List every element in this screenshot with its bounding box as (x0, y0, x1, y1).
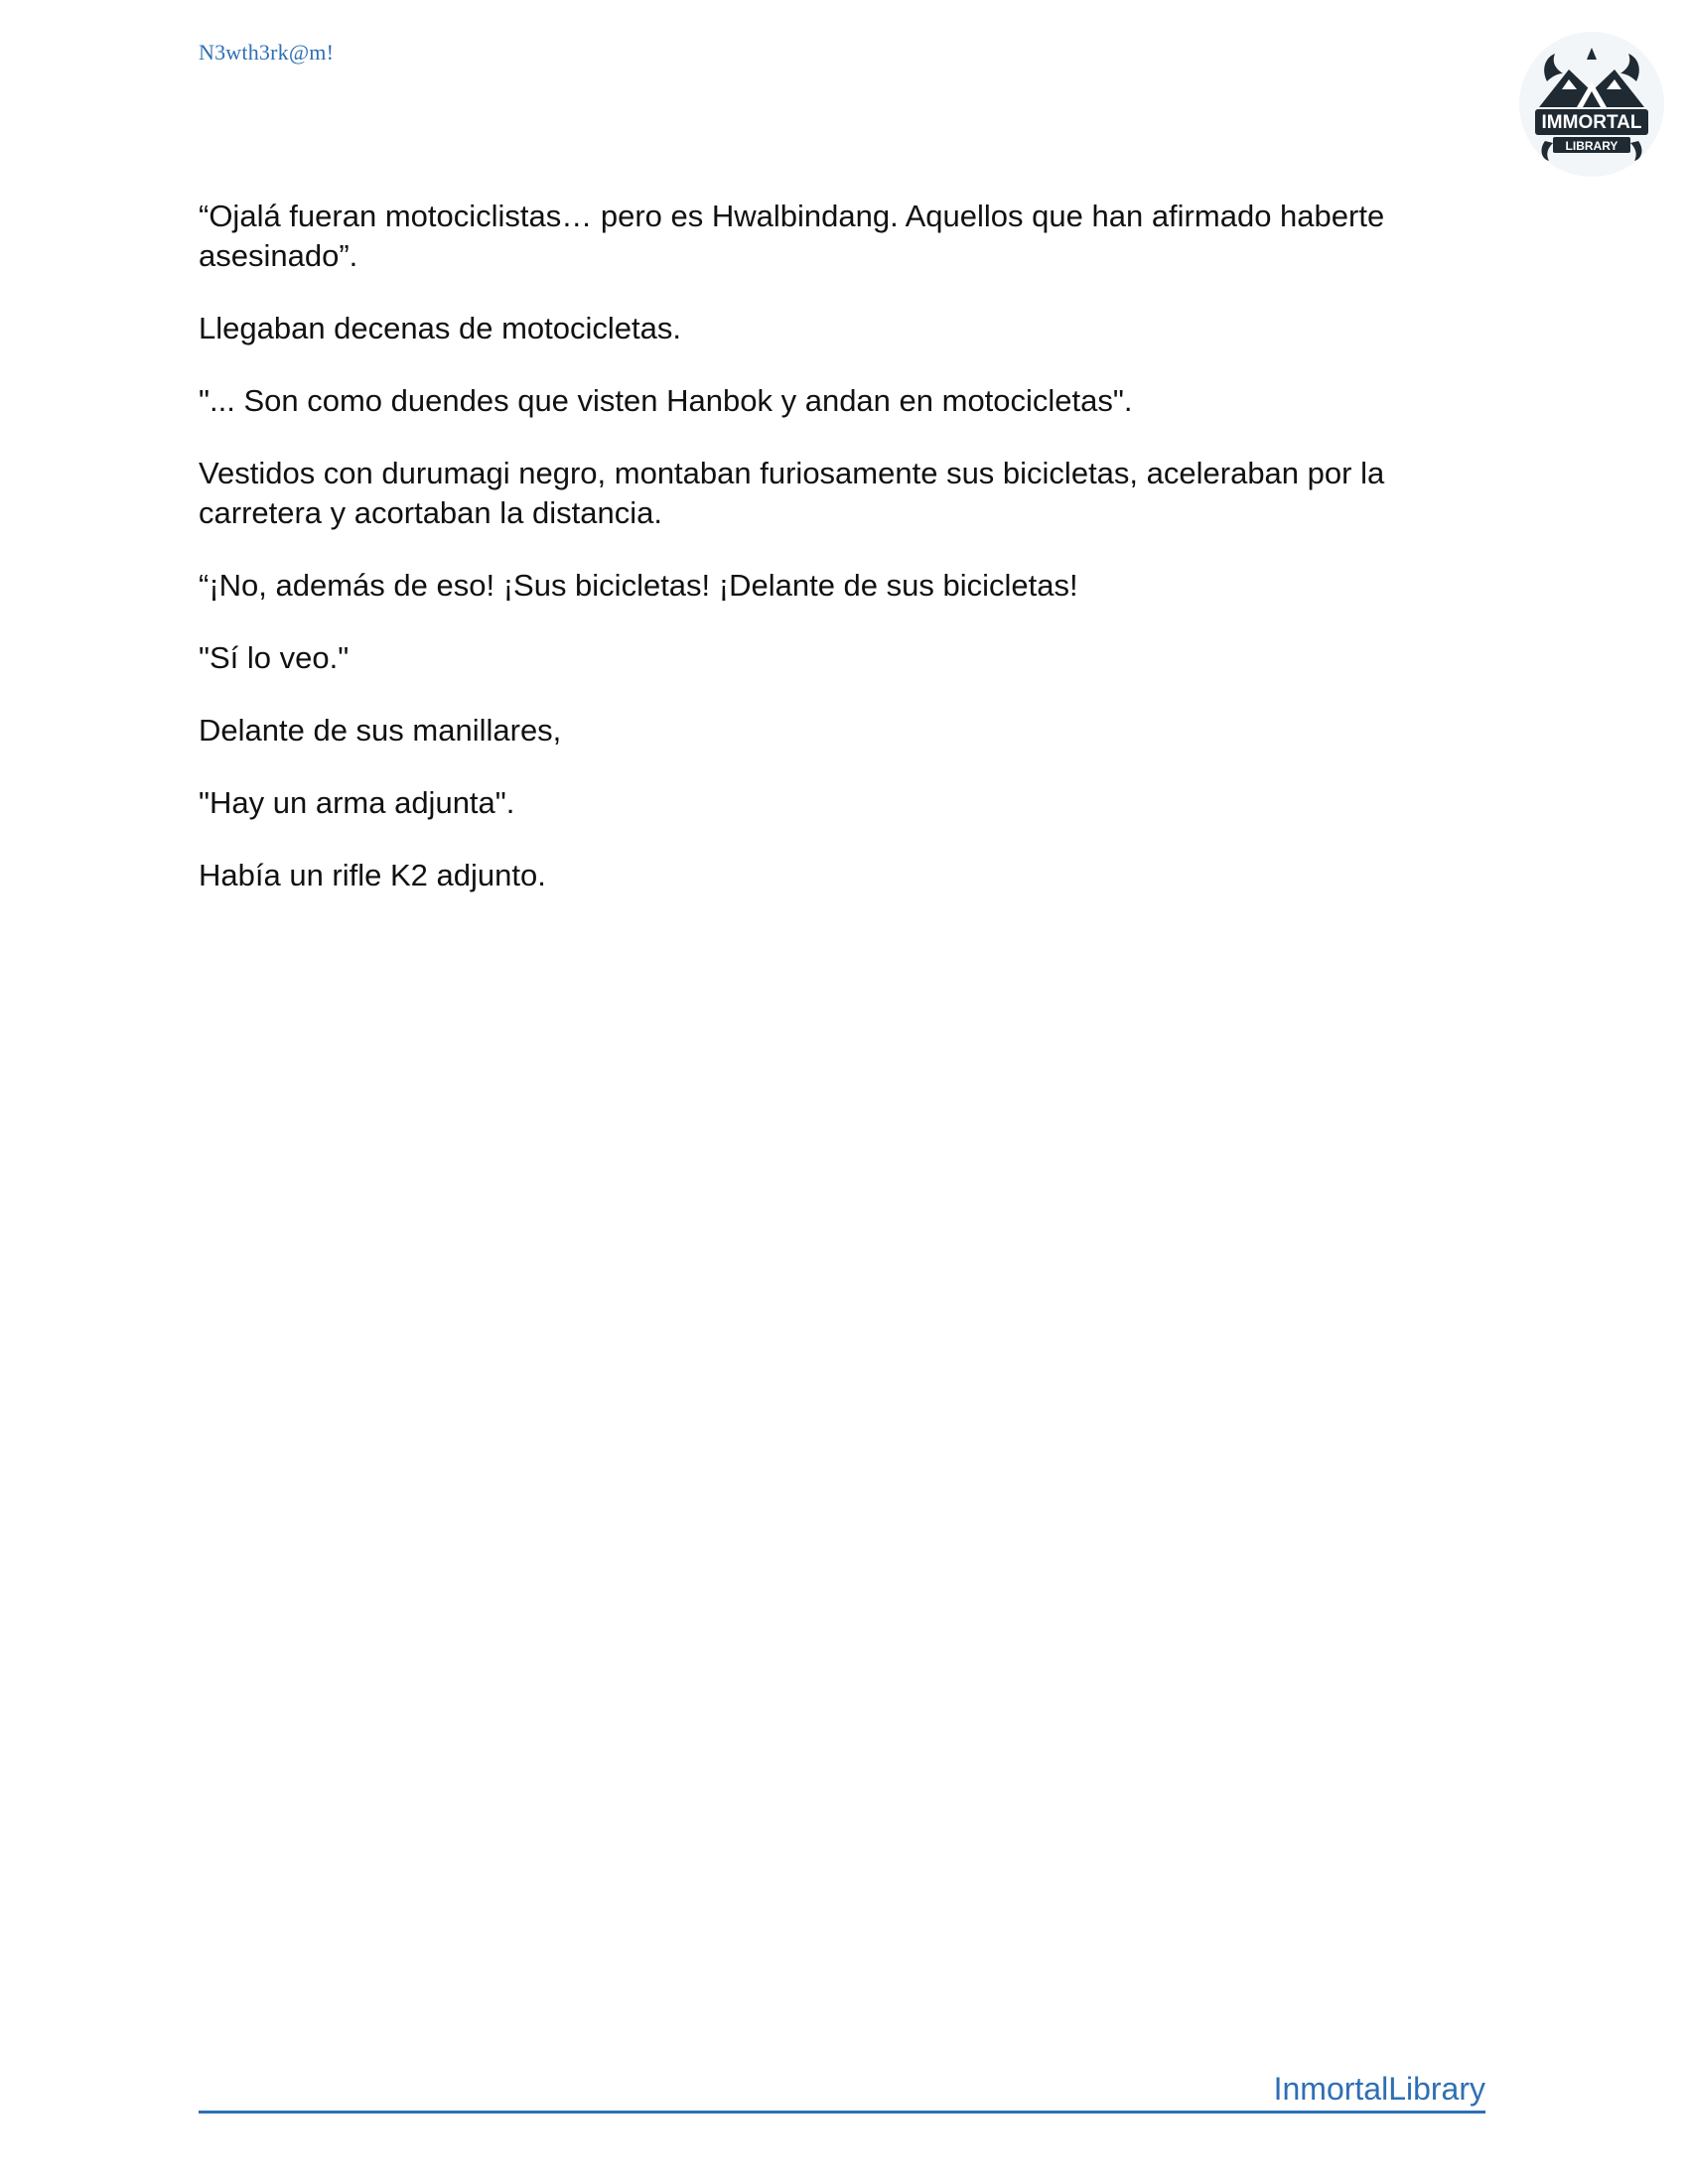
logo-text-line1: IMMORTAL (1541, 112, 1642, 133)
immortal-library-logo-icon (1517, 30, 1666, 179)
paragraph: Llegaban decenas de motocicletas. (199, 311, 681, 345)
paragraph: “¡No, además de eso! ¡Sus bicicletas! ¡Delante de sus bicicletas! (199, 568, 1078, 603)
page-footer (199, 2071, 1485, 2115)
paragraph: “Ojalá fueran motociclistas… pero es Hwalbindang. Aquellos que han afirmado haberte asesinado”. (199, 199, 1385, 273)
footer-divider (199, 2111, 1485, 2114)
footer-library-link[interactable]: InmortalLibrary (1273, 2071, 1485, 2107)
paragraph: "Hay un arma adjunta". (199, 785, 515, 820)
paragraph: "Sí lo veo." (199, 640, 350, 675)
paragraph: Había un rifle K2 adjunto. (199, 858, 546, 892)
paragraph: Delante de sus manillares, (199, 713, 562, 748)
paragraph: Vestidos con durumagi negro, montaban furiosamente sus bicicletas, aceleraban por la carretera y acortaban la distancia. (199, 456, 1385, 530)
body-text (199, 197, 1489, 928)
logo-text-line2: LIBRARY (1565, 139, 1618, 153)
paragraph: "... Son como duendes que visten Hanbok y andan en motocicletas". (199, 383, 1133, 418)
header-user-id: N3wth3rk@m! (199, 40, 335, 65)
